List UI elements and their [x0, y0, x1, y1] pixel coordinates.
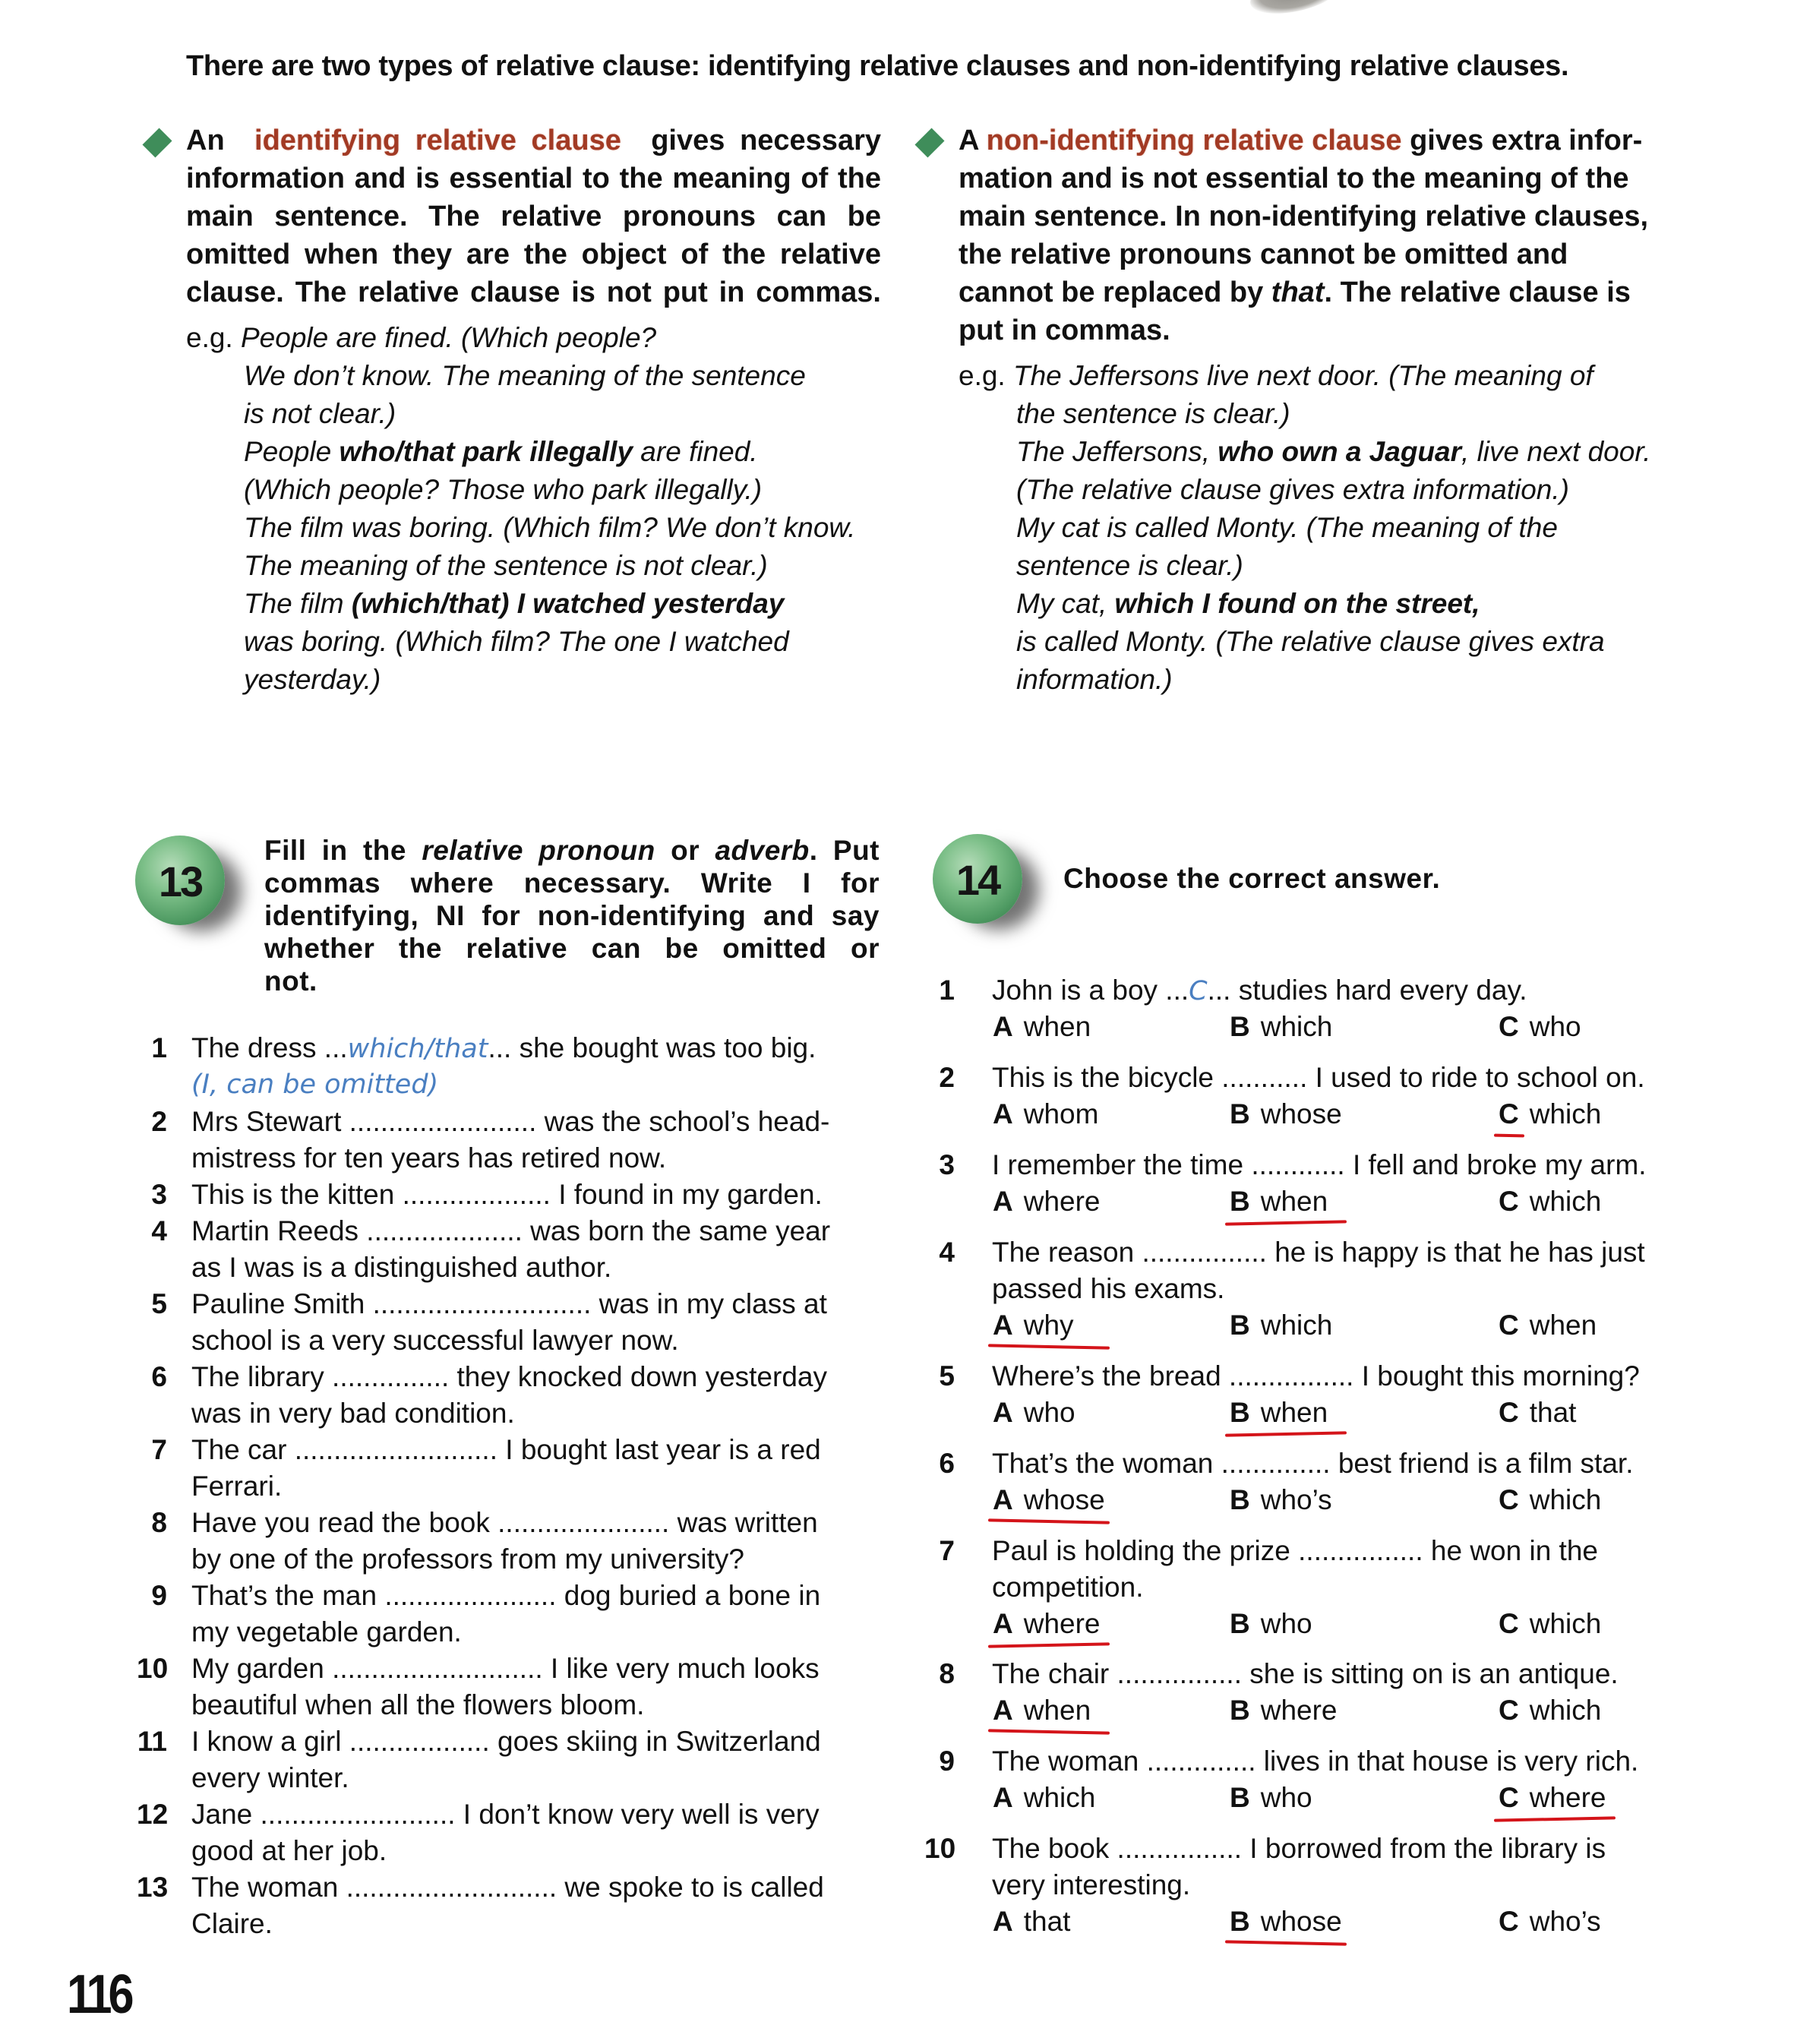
option-letter: A	[993, 1397, 1013, 1428]
item-number: 5	[151, 1288, 167, 1319]
exercise-13-badge: 13	[135, 836, 225, 925]
item-text: My garden ........................... I like very much looks	[191, 1653, 820, 1684]
page-number: 116	[67, 1964, 131, 2025]
option-letter: B	[1230, 1695, 1250, 1726]
item-text: Jane ......................... I don’t know very well is very	[191, 1799, 820, 1830]
example-text: was boring. (Which film? The one I watched	[244, 626, 789, 657]
example-text: is called Monty. (The relative clause gives extra	[1016, 626, 1605, 657]
question-text: John is a boy ...C... studies hard every day.	[992, 975, 1527, 1006]
option-letter: A	[993, 1608, 1013, 1639]
question-text: This is the bicycle ........... I used to ride to school on.	[992, 1062, 1645, 1093]
option-a[interactable]	[993, 1395, 1075, 1431]
exercise-14-instructions: Choose the correct answer.	[1063, 863, 1441, 894]
example-text: The meaning of the sentence is not clear.)	[244, 550, 768, 581]
option-text: when	[1023, 1695, 1091, 1726]
item-number: 1	[939, 975, 955, 1006]
option-letter: C	[1499, 1397, 1519, 1428]
rule-line: A non-identifying relative clause gives extra infor-	[959, 125, 1643, 156]
option-text: that	[1529, 1397, 1577, 1428]
option-text: why	[1023, 1309, 1074, 1341]
item-text: was in very bad condition.	[191, 1398, 515, 1429]
item-text: This is the kitten ................... I found in my garden.	[191, 1179, 823, 1210]
intro-sentence: There are two types of relative clause: identifying relative clauses and non-identifying relative clauses.	[186, 50, 1569, 82]
example-text: My cat, which I found on the street,	[1016, 588, 1480, 619]
option-text: who	[1260, 1608, 1312, 1639]
item-text: mistress for ten years has retired now.	[191, 1142, 667, 1174]
option-text: which	[1260, 1309, 1333, 1341]
rule-line: put in commas.	[959, 314, 1170, 346]
item-number: 5	[939, 1360, 955, 1392]
option-c[interactable]	[1499, 1096, 1601, 1133]
option-b[interactable]	[1230, 1183, 1328, 1220]
item-number: 3	[151, 1179, 167, 1210]
item-text: as I was is a distinguished author.	[191, 1252, 612, 1283]
item-text: every winter.	[191, 1762, 349, 1793]
option-text: who’s	[1529, 1906, 1601, 1937]
option-letter: C	[1499, 1906, 1519, 1937]
option-letter: B	[1230, 1484, 1250, 1515]
option-c[interactable]	[1499, 1482, 1601, 1518]
option-b[interactable]	[1230, 1009, 1332, 1045]
option-letter: A	[993, 1098, 1013, 1129]
term-non-identifying: non-identifying relative clause	[986, 125, 1402, 156]
rule-line: cannot be replaced by that. The relative clause is	[959, 276, 1631, 308]
example-text: the sentence is clear.)	[1016, 398, 1290, 429]
item-number: 8	[939, 1658, 955, 1689]
option-text: who	[1529, 1011, 1581, 1042]
item-text: Martin Reeds .................... was born the same year	[191, 1215, 831, 1246]
option-a[interactable]	[993, 1096, 1098, 1133]
example-text: information.)	[1016, 664, 1173, 695]
option-c[interactable]	[1499, 1183, 1601, 1220]
option-letter: B	[1230, 1186, 1250, 1217]
option-text: whom	[1023, 1098, 1099, 1129]
rule-line: mation and is not essential to the meaning of the	[959, 163, 1629, 194]
option-letter: B	[1230, 1098, 1250, 1129]
handwritten-note: (I, can be omitted)	[191, 1069, 439, 1100]
option-letter: B	[1230, 1309, 1250, 1341]
item-number: 12	[137, 1799, 169, 1830]
item-number: 10	[924, 1833, 956, 1864]
option-b[interactable]	[1230, 1307, 1332, 1344]
item-text: by one of the professors from my university?	[191, 1543, 744, 1575]
option-c[interactable]	[1499, 1395, 1576, 1431]
item-text: Have you read the book ...................... was written	[191, 1507, 818, 1538]
option-letter: A	[993, 1906, 1013, 1937]
option-letter: C	[1499, 1484, 1519, 1515]
option-b[interactable]	[1230, 1606, 1312, 1642]
example-text: The film was boring. (Which film? We don’t know.	[244, 512, 856, 543]
item-number: 10	[137, 1653, 169, 1684]
option-text: which	[1529, 1186, 1602, 1217]
option-text: who’s	[1260, 1484, 1332, 1515]
identifying-examples	[186, 319, 900, 699]
option-text: which	[1529, 1695, 1602, 1726]
option-letter: A	[993, 1695, 1013, 1726]
bullet-diamond-icon	[142, 128, 172, 157]
item-number: 2	[939, 1062, 955, 1093]
example-text: (Which people? Those who park illegally.)	[244, 474, 763, 505]
example-text: My cat is called Monty. (The meaning of the	[1016, 512, 1558, 543]
option-c[interactable]	[1499, 1903, 1601, 1940]
option-text: which	[1529, 1484, 1602, 1515]
option-text: whose	[1260, 1906, 1342, 1937]
option-a[interactable]	[993, 1780, 1095, 1816]
example-text: We don’t know. The meaning of the sentence	[244, 360, 806, 391]
example-text: (The relative clause gives extra information.)	[1016, 474, 1569, 505]
option-letter: A	[993, 1782, 1013, 1813]
eg-label: e.g.	[959, 360, 1006, 391]
item-number: 4	[151, 1215, 167, 1246]
option-b[interactable]	[1230, 1482, 1332, 1518]
question-text: That’s the woman .............. best friend is a film star.	[992, 1448, 1634, 1479]
item-number: 11	[137, 1726, 167, 1757]
option-c[interactable]	[1499, 1692, 1601, 1729]
option-b[interactable]	[1230, 1780, 1312, 1816]
question-text: The reason ................ he is happy is that he has just	[992, 1237, 1645, 1268]
red-underline-mark	[1225, 1220, 1347, 1225]
option-c[interactable]	[1499, 1780, 1606, 1816]
option-letter: C	[1499, 1011, 1519, 1042]
question-text: The chair ................ she is sitting on is an antique.	[992, 1658, 1619, 1689]
exercise-14-badge: 14	[933, 834, 1022, 924]
example-text: People who/that park illegally are fined.	[244, 436, 758, 467]
rule-line: omitted when they are the object of the relative	[186, 239, 881, 270]
option-text: which	[1260, 1011, 1333, 1042]
item-text: I know a girl .................. goes skiing in Switzerland	[191, 1726, 821, 1757]
term-identifying: identifying relative clause	[254, 125, 621, 156]
question-text: Paul is holding the prize ................ he won in the	[992, 1535, 1598, 1566]
item-text: The car .......................... I bought last year is a red	[191, 1434, 821, 1465]
item-text: Ferrari.	[191, 1471, 283, 1502]
item-number: 2	[151, 1106, 167, 1137]
option-text: where	[1023, 1608, 1101, 1639]
option-a[interactable]	[993, 1482, 1105, 1518]
option-a[interactable]	[993, 1606, 1101, 1642]
question-text: The book ................ I borrowed from the library is	[992, 1833, 1606, 1864]
rule-line: clause. The relative clause is not put in commas.	[186, 276, 881, 308]
item-number: 3	[939, 1149, 955, 1180]
item-number: 9	[939, 1745, 955, 1777]
option-letter: B	[1230, 1906, 1250, 1937]
option-text: that	[1023, 1906, 1071, 1937]
red-underline-mark	[988, 1729, 1110, 1734]
example-text: is not clear.)	[244, 398, 396, 429]
item-number: 7	[151, 1434, 167, 1465]
question-text: very interesting.	[992, 1869, 1191, 1900]
option-text: who	[1023, 1397, 1075, 1428]
item-text: school is a very successful lawyer now.	[191, 1325, 679, 1356]
example-text: People are fined. (Which people?	[241, 322, 657, 353]
option-b[interactable]	[1230, 1395, 1328, 1431]
example-text: yesterday.)	[244, 664, 381, 695]
item-text: The library ............... they knocked down yesterday	[191, 1361, 827, 1392]
option-c[interactable]	[1499, 1009, 1581, 1045]
rule-line: information and is essential to the meaning of the	[186, 163, 881, 194]
example-text: The Jeffersons, who own a Jaguar, live next door.	[1016, 436, 1651, 467]
option-text: where	[1529, 1782, 1606, 1813]
item-number: 7	[939, 1535, 955, 1566]
example-text: The film (which/that) I watched yesterday	[244, 588, 785, 619]
option-b[interactable]	[1230, 1096, 1342, 1133]
red-underline-mark	[988, 1344, 1110, 1349]
option-text: which	[1529, 1098, 1602, 1129]
red-underline-mark	[1225, 1431, 1347, 1436]
option-text: when	[1023, 1011, 1091, 1042]
option-letter: A	[993, 1186, 1013, 1217]
option-letter: C	[1499, 1695, 1519, 1726]
option-letter: A	[993, 1011, 1013, 1042]
option-text: when	[1529, 1309, 1597, 1341]
red-underline-mark	[988, 1642, 1110, 1648]
option-letter: C	[1499, 1608, 1519, 1639]
item-text: Claire.	[191, 1908, 273, 1939]
option-text: which	[1023, 1782, 1096, 1813]
option-text: where	[1023, 1186, 1101, 1217]
option-letter: C	[1499, 1098, 1519, 1129]
question-text: passed his exams.	[992, 1273, 1225, 1304]
option-text: when	[1260, 1397, 1328, 1428]
option-text: when	[1260, 1186, 1328, 1217]
red-underline-mark	[1225, 1940, 1347, 1945]
question-text: The woman .............. lives in that house is very rich.	[992, 1745, 1639, 1777]
eg-label: e.g.	[186, 322, 233, 353]
item-text: That’s the man ...................... dog buried a bone in	[191, 1580, 821, 1611]
non-identifying-examples	[959, 357, 1672, 699]
option-text: where	[1260, 1695, 1338, 1726]
option-a[interactable]	[993, 1009, 1091, 1045]
rule-line: An identifying relative clause gives necessary	[186, 125, 881, 156]
option-text: which	[1529, 1608, 1602, 1639]
option-letter: A	[993, 1484, 1013, 1515]
handwritten-answer[interactable]: C	[1189, 976, 1208, 1006]
option-letter: B	[1230, 1782, 1250, 1813]
rule-line: the relative pronouns cannot be omitted and	[959, 239, 1568, 270]
item-text: my vegetable garden.	[191, 1616, 462, 1648]
question-text: competition.	[992, 1572, 1144, 1603]
option-a[interactable]	[993, 1307, 1074, 1344]
example-text: The Jeffersons live next door. (The meaning of	[1013, 360, 1593, 391]
option-letter: C	[1499, 1309, 1519, 1341]
item-text: Mrs Stewart ........................ was the school’s head-	[191, 1106, 830, 1137]
item-text: The woman ........................... we spoke to is called	[191, 1872, 824, 1903]
item-text: The dress ...which/that... she bought was too big.	[191, 1032, 816, 1064]
option-a[interactable]	[993, 1903, 1070, 1940]
option-text: whose	[1260, 1098, 1342, 1129]
option-a[interactable]	[993, 1183, 1101, 1220]
option-letter: A	[993, 1309, 1013, 1341]
option-c[interactable]	[1499, 1606, 1601, 1642]
option-letter: C	[1499, 1782, 1519, 1813]
option-c[interactable]	[1499, 1307, 1597, 1344]
item-number: 8	[151, 1507, 167, 1538]
handwritten-answer[interactable]: which/that	[347, 1034, 488, 1064]
option-letter: B	[1230, 1608, 1250, 1639]
item-number: 4	[939, 1237, 955, 1268]
option-letter: C	[1499, 1186, 1519, 1217]
question-text: Where’s the bread ................ I bought this morning?	[992, 1360, 1640, 1392]
option-b[interactable]	[1230, 1903, 1342, 1940]
item-text: beautiful when all the flowers bloom.	[191, 1689, 645, 1720]
item-number: 6	[939, 1448, 955, 1479]
item-text: Pauline Smith ............................ was in my class at	[191, 1288, 827, 1319]
item-number: 9	[151, 1580, 167, 1611]
identifying-rule	[186, 122, 881, 311]
decorative-blob	[1247, 0, 1344, 21]
option-text: who	[1260, 1782, 1312, 1813]
rule-line: main sentence. In non-identifying relative clauses,	[959, 201, 1649, 232]
item-text: good at her job.	[191, 1835, 387, 1866]
bullet-diamond-icon	[914, 128, 944, 157]
option-letter: B	[1230, 1397, 1250, 1428]
red-underline-mark	[988, 1518, 1110, 1524]
rule-line: main sentence. The relative pronouns can be	[186, 201, 881, 232]
red-underline-mark	[1494, 1134, 1524, 1138]
item-number: 13	[137, 1872, 169, 1903]
example-text: sentence is clear.)	[1016, 550, 1243, 581]
question-text: I remember the time ............ I fell and broke my arm.	[992, 1149, 1647, 1180]
option-a[interactable]	[993, 1692, 1091, 1729]
item-number: 6	[151, 1361, 167, 1392]
item-number: 1	[151, 1032, 167, 1063]
option-text: whose	[1023, 1484, 1105, 1515]
option-letter: B	[1230, 1011, 1250, 1042]
exercise-13-instructions: Fill in the relative pronoun or adverb. Put commas where necessary. Write I for identifying, NI for non-identifying and say whether the relative can be omitted or not.	[264, 835, 880, 997]
non-identifying-rule	[959, 122, 1653, 349]
red-underline-mark	[1494, 1816, 1616, 1821]
option-b[interactable]	[1230, 1692, 1338, 1729]
